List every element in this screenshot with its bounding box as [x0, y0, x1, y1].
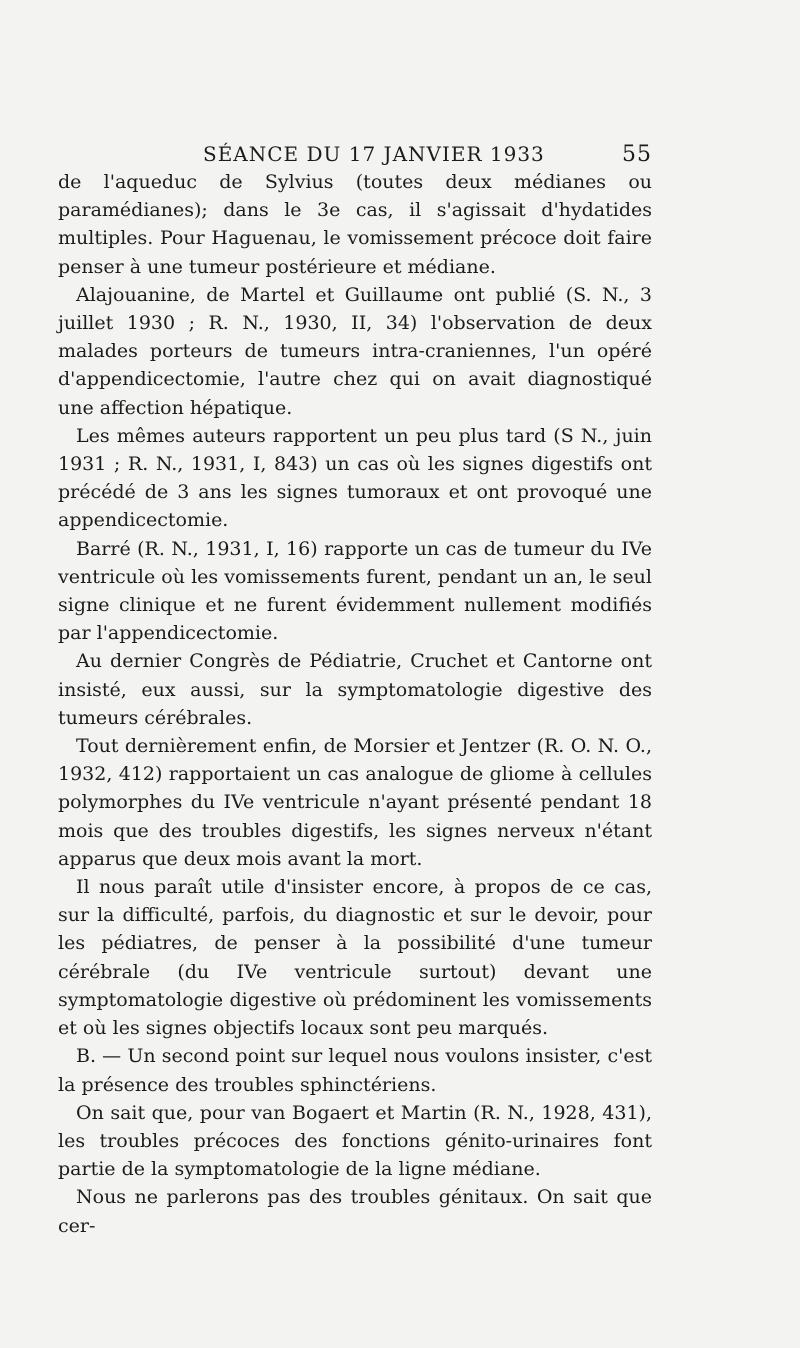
paragraph: de l'aqueduc de Sylvius (toutes deux médianes ou paramédianes); dans le 3e cas, il s'agissait d'hydatides multiples. Pour Haguenau, le vomissement précoce doit faire penser à une tumeur postérieure et médiane. — [58, 171, 652, 278]
paragraph: Alajouanine, de Martel et Guillaume ont publié (S. N., 3 juillet 1930 ; R. N., 1930, II, 34) l'observation de deux malades porteurs de tumeurs intra-craniennes, l'un opéré d'appendicectomie, l'autre chez qui on avait diagnostiqué une affection hépatique. — [58, 283, 652, 419]
paragraph: Nous ne parlerons pas des troubles génitaux. On sait que cer- — [58, 1186, 652, 1237]
body-text — [58, 168, 652, 1240]
paragraph: Les mêmes auteurs rapportent un peu plus tard (S N., juin 1931 ; R. N., 1931, I, 843) un cas où les signes digestifs ont précédé de 3 ans les signes tumoraux et ont provoqué une appendicectomie. — [58, 424, 652, 532]
paragraph: Barré (R. N., 1931, I, 16) rapporte un cas de tumeur du IVe ventricule où les vomissements furent, pendant un an, le seul signe clinique et ne furent évidemment nullement modifiés par l'appendicectomie. — [58, 537, 652, 645]
running-title: SÉANCE DU 17 JANVIER 1933 — [203, 142, 545, 166]
page-number: 55 — [622, 142, 652, 167]
paragraph: B. — Un second point sur lequel nous voulons insister, c'est la présence des troubles sphinctériens. — [58, 1045, 652, 1096]
running-header — [58, 138, 652, 168]
paragraph: Tout dernièrement enfin, de Morsier et Jentzer (R. O. N. O., 1932, 412) rapportaient un cas analogue de gliome à cellules polymorphes du IVe ventricule n'ayant présenté pendant 18 mois que des troubles digestifs, les signes nerveux n'étant apparus que deux mois avant la mort. — [58, 735, 652, 870]
paragraph: On sait que, pour van Bogaert et Martin (R. N., 1928, 431), les troubles précoces des fonctions génito-urinaires font partie de la symptomatologie de la ligne médiane. — [58, 1101, 652, 1181]
paragraph: Au dernier Congrès de Pédiatrie, Cruchet et Cantorne ont insisté, eux aussi, sur la symptomatologie digestive des tumeurs cérébrales. — [58, 650, 652, 729]
paragraph: Il nous paraît utile d'insister encore, à propos de ce cas, sur la difficulté, parfois, du diagnostic et sur le devoir, pour les pédiatres, de penser à la possibilité d'une tumeur cérébrale (du IVe ventricule surtout) devant une symptomatologie digestive où prédominent les vomissements et où les signes objectifs locaux sont peu marqués. — [58, 876, 652, 1040]
